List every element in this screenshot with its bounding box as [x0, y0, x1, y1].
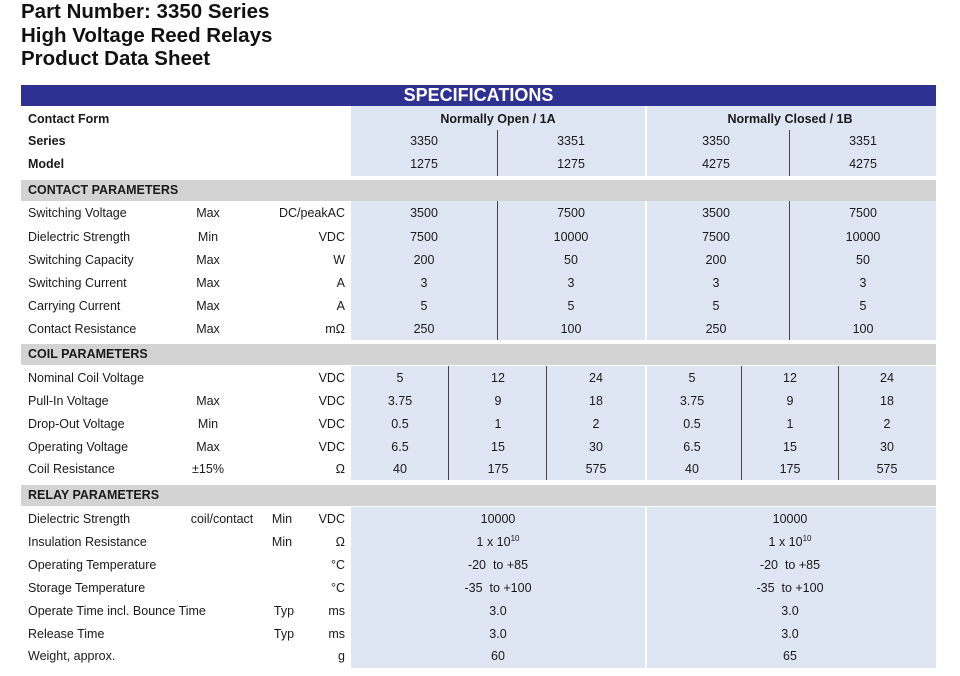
column-divider: [497, 201, 498, 340]
column-divider: [645, 507, 647, 668]
parameter-value: 24: [880, 371, 894, 385]
series-value: 3350: [702, 134, 730, 148]
parameter-qualifier: Min: [271, 535, 293, 549]
parameter-value: 3.0: [489, 627, 507, 641]
parameter-value: 10000: [553, 230, 589, 244]
parameter-qualifier: Min: [197, 417, 219, 431]
parameter-value: 575: [876, 462, 898, 476]
series-value: 3351: [557, 134, 585, 148]
parameter-value: 10000: [772, 512, 808, 526]
parameter-unit: W: [333, 253, 345, 267]
parameter-value: 9: [786, 394, 794, 408]
model-value: 1275: [557, 157, 585, 171]
values-background: [351, 201, 936, 340]
parameter-name: Release Time: [28, 627, 105, 641]
parameter-unit: A: [336, 299, 345, 313]
parameter-value: 175: [487, 462, 509, 476]
parameter-unit: VDC: [318, 417, 345, 431]
parameter-value: 24: [589, 371, 603, 385]
parameter-unit: Ω: [335, 462, 345, 476]
parameter-value: 0.5: [391, 417, 409, 431]
title-sheet-type: Product Data Sheet: [21, 47, 211, 70]
column-divider: [645, 366, 647, 480]
parameter-name: Pull-In Voltage: [28, 394, 109, 408]
parameter-name: Weight, approx.: [28, 649, 116, 663]
parameter-unit: mΩ: [325, 322, 345, 336]
value-exponent: 10: [802, 533, 812, 543]
parameter-value: 3: [712, 276, 720, 290]
column-divider: [789, 130, 790, 176]
parameter-value: 10000: [480, 512, 516, 526]
column-divider: [741, 366, 742, 480]
parameter-value: 12: [491, 371, 505, 385]
parameter-unit: DC/peakAC: [279, 206, 345, 220]
parameter-name: Dielectric Strength: [28, 512, 131, 526]
parameter-unit: °C: [330, 581, 345, 595]
parameter-value: 50: [856, 253, 870, 267]
parameter-value: 2: [592, 417, 600, 431]
parameter-value: 200: [413, 253, 435, 267]
parameter-value: 3.0: [781, 604, 799, 618]
parameter-value: 3500: [702, 206, 730, 220]
series-value: 3350: [410, 134, 438, 148]
parameter-value: 5: [396, 371, 404, 385]
parameter-value: [477, 534, 520, 550]
parameter-qualifier: Max: [196, 253, 220, 267]
model-value: 1275: [410, 157, 438, 171]
document-title: [21, 0, 272, 71]
column-divider: [838, 366, 839, 480]
parameter-name: Switching Capacity: [28, 253, 134, 267]
column-divider: [546, 366, 547, 480]
parameter-value: 3.0: [781, 627, 799, 641]
parameter-qualifier: Min: [271, 512, 293, 526]
parameter-value: -20 to +85: [467, 558, 529, 572]
parameter-unit: °C: [330, 558, 345, 572]
parameter-value: 50: [564, 253, 578, 267]
parameter-value: 3: [420, 276, 428, 290]
parameter-name: Dielectric Strength: [28, 230, 131, 244]
values-background: [351, 366, 936, 480]
section-heading-text: COIL PARAMETERS: [28, 347, 148, 361]
parameter-name: Nominal Coil Voltage: [28, 371, 145, 385]
parameter-value: 5: [420, 299, 428, 313]
parameter-value: 3500: [410, 206, 438, 220]
parameter-unit: A: [336, 276, 345, 290]
parameter-value: 0.5: [683, 417, 701, 431]
parameter-value: 15: [783, 440, 797, 454]
parameter-name: Operating Voltage: [28, 440, 129, 454]
parameter-value: 12: [783, 371, 797, 385]
parameter-name: Storage Temperature: [28, 581, 146, 595]
parameter-name: Insulation Resistance: [28, 535, 147, 549]
parameter-name: Operate Time incl. Bounce Time: [28, 604, 206, 618]
parameter-value: 7500: [702, 230, 730, 244]
parameter-value: 40: [685, 462, 699, 476]
parameter-qualifier: Max: [196, 394, 220, 408]
parameter-value: 200: [705, 253, 727, 267]
parameter-value: 250: [705, 322, 727, 336]
parameter-value: 6.5: [391, 440, 409, 454]
series-label: Series: [28, 134, 66, 148]
parameter-value: 3: [859, 276, 867, 290]
specifications-banner: SPECIFICATIONS: [21, 85, 936, 106]
parameter-value: 5: [712, 299, 720, 313]
parameter-qualifier: Min: [197, 230, 219, 244]
column-divider: [645, 106, 647, 176]
parameter-value: 30: [880, 440, 894, 454]
parameter-value: 9: [494, 394, 502, 408]
parameter-value: -35 to +100: [464, 581, 532, 595]
parameter-unit: VDC: [318, 230, 345, 244]
parameter-qualifier: Max: [196, 299, 220, 313]
parameter-value: 1: [494, 417, 502, 431]
parameter-name: Carrying Current: [28, 299, 121, 313]
column-divider: [448, 366, 449, 480]
section-heading: [21, 485, 936, 506]
parameter-value: 3.0: [489, 604, 507, 618]
parameter-value: 2: [883, 417, 891, 431]
parameter-unit: VDC: [318, 394, 345, 408]
model-value: 4275: [849, 157, 877, 171]
title-part-number: Part Number: 3350 Series: [21, 0, 270, 23]
value-base: 1 x 10: [768, 535, 803, 549]
parameter-value: 3.75: [679, 394, 705, 408]
parameter-name: Drop-Out Voltage: [28, 417, 125, 431]
parameter-value: 575: [585, 462, 607, 476]
parameter-value: 3: [567, 276, 575, 290]
parameter-value: 15: [491, 440, 505, 454]
parameter-value: 65: [783, 649, 797, 663]
value-base: 1 x 10: [476, 535, 511, 549]
parameter-qualifier: ±15%: [192, 462, 224, 476]
section-heading-text: CONTACT PARAMETERS: [28, 183, 179, 197]
column-divider: [497, 130, 498, 176]
parameter-value: 7500: [849, 206, 877, 220]
parameter-unit: VDC: [318, 371, 345, 385]
parameter-name: Coil Resistance: [28, 462, 115, 476]
parameter-qualifier: Max: [196, 206, 220, 220]
parameter-value: 100: [560, 322, 582, 336]
parameter-value: -20 to +85: [759, 558, 821, 572]
parameter-name: Contact Resistance: [28, 322, 137, 336]
group-normally-closed: Normally Closed / 1B: [727, 112, 853, 126]
parameter-unit: ms: [328, 604, 345, 618]
parameter-value: 7500: [557, 206, 585, 220]
parameter-qualifier: Max: [196, 276, 220, 290]
parameter-qualifier: Typ: [273, 604, 295, 618]
parameter-value: 3.75: [387, 394, 413, 408]
parameter-qualifier: Max: [196, 322, 220, 336]
parameter-qualifier: Typ: [273, 627, 295, 641]
parameter-unit: g: [338, 649, 345, 663]
parameter-value: 100: [852, 322, 874, 336]
values-background: [351, 507, 936, 668]
parameter-unit: VDC: [318, 512, 345, 526]
section-heading-text: RELAY PARAMETERS: [28, 488, 160, 502]
parameter-qualifier: coil/contact: [190, 512, 254, 526]
parameter-unit: Ω: [335, 535, 345, 549]
parameter-name: Switching Current: [28, 276, 127, 290]
parameter-value: 7500: [410, 230, 438, 244]
value-exponent: 10: [510, 533, 520, 543]
column-divider: [789, 201, 790, 340]
parameter-value: 175: [779, 462, 801, 476]
parameter-value: 18: [589, 394, 603, 408]
contact-form-label: Contact Form: [28, 112, 110, 126]
parameter-value: 5: [859, 299, 867, 313]
group-normally-open: Normally Open / 1A: [440, 112, 556, 126]
section-heading: [21, 344, 936, 365]
model-value: 4275: [702, 157, 730, 171]
parameter-value: 5: [567, 299, 575, 313]
parameter-unit: ms: [328, 627, 345, 641]
parameter-value: -35 to +100: [756, 581, 824, 595]
title-product-name: High Voltage Reed Relays: [21, 23, 273, 47]
parameter-value: 60: [491, 649, 505, 663]
parameter-value: 10000: [845, 230, 881, 244]
parameter-value: 250: [413, 322, 435, 336]
parameter-name: Operating Temperature: [28, 558, 157, 572]
parameter-value: 30: [589, 440, 603, 454]
parameter-name: Switching Voltage: [28, 206, 127, 220]
column-divider: [645, 201, 647, 340]
parameter-value: 6.5: [683, 440, 701, 454]
parameter-value: 18: [880, 394, 894, 408]
section-heading: [21, 180, 936, 201]
parameter-unit: VDC: [318, 440, 345, 454]
series-value: 3351: [849, 134, 877, 148]
model-label: Model: [28, 157, 65, 171]
parameter-value: 1: [786, 417, 794, 431]
parameter-value: 40: [393, 462, 407, 476]
parameter-value: [769, 534, 812, 550]
parameter-value: 5: [688, 371, 696, 385]
parameter-qualifier: Max: [196, 440, 220, 454]
